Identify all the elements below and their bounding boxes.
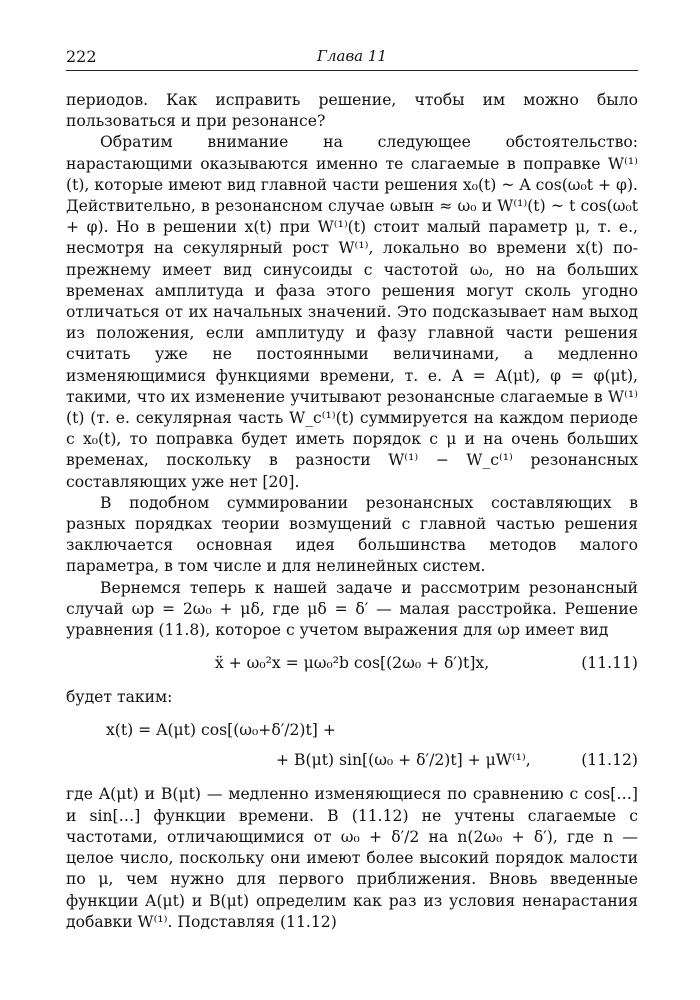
equation-11-11 — [66, 649, 638, 679]
equation-11-12-line2 — [66, 746, 638, 776]
equation-11-12-line1 — [66, 716, 638, 746]
equation-11-12-line1-body: x(t) = A(μt) cos[(ω₀+δ′/2)t] + — [106, 721, 336, 740]
paragraph-5: будет таким: — [66, 688, 173, 707]
running-header — [66, 46, 638, 71]
paragraph-2: Обратим внимание на следующее обстоятельство: нарастающими оказываются именно те слагаемые в поправке W⁽¹⁾(t), которые имеют вид главной части решения x₀(t) ~ A cos(ω₀t + φ). Действительно, в резонансном случае ωвын ≈ ω₀ и W⁽¹⁾(t) ~ t cos(ω₀t + φ). Но в решении x(t) при W⁽¹⁾(t) стоит малый параметр μ, т. е., несмотря на секулярный рост W⁽¹⁾, локально во времени x(t) по-прежнему имеет вид синусоиды с частотой ω₀, но на больших временах амплитуда и фаза этого решения могут сколь угодно отличаться от их начальных значений. Это подсказывает нам выход из положения, если амплитуду и фазу главной части решения считать уже не постоянными величинами, а медленно изменяющимися функциями времени, т. е. A = A(μt), φ = φ(μt), такими, что их изменение учитывают резонансные слагаемые в W⁽¹⁾(t) (т. е. секулярная часть W_c⁽¹⁾(t) суммируется на каждом периоде с x₀(t), то поправка будет иметь порядок с μ и на очень больших временах, поскольку в разности W⁽¹⁾ − W_c⁽¹⁾ резонансных составляющих уже нет [20]. — [66, 133, 638, 491]
equation-11-12-line2-body: + B(μt) sin[(ω₀ + δ′/2)t] + μW⁽¹⁾, — [276, 751, 531, 770]
paragraph-6: где A(μt) и B(μt) — медленно изменяющиеся по сравнению с cos[…] и sin[…] функции времени. В (11.12) не учтены слагаемые с частотами, отличающимися от ω₀ + δ′/2 на n(2ω₀ + δ′), где n — целое число, поскольку они имеют более высокий порядок малости по μ, чем нужно для первого приближения. Вновь введенные функции A(μt) и B(μt) определим как раз из условия ненарастания добавки W⁽¹⁾. Подставляя (11.12) — [66, 785, 638, 931]
paragraph-1: периодов. Как исправить решение, чтобы им можно было пользоваться и при резонансе? — [66, 91, 638, 131]
equation-11-12-number: (11.12) — [581, 751, 638, 770]
equation-11-11-number: (11.11) — [581, 654, 638, 673]
page-number: 222 — [66, 47, 97, 66]
chapter-title: Глава 11 — [317, 47, 387, 65]
equation-11-11-body: ẍ + ω₀²x = μω₀²b cos[(2ω₀ + δ′)t]x, — [214, 654, 490, 673]
paragraph-3: В подобном суммировании резонансных составляющих в разных порядках теории возмущений с главной частью решения заключается основная идея большинства методов малого параметра, в том числе и для нелинейных систем. — [66, 493, 638, 576]
paragraph-4: Вернемся теперь к нашей задаче и рассмотрим резонансный случай ωp = 2ω₀ + μδ, где μδ = δ′ — малая расстройка. Решение уравнения (11.8), которое с учетом выражения для ωp имеет вид — [66, 578, 638, 640]
page-body — [66, 90, 638, 933]
